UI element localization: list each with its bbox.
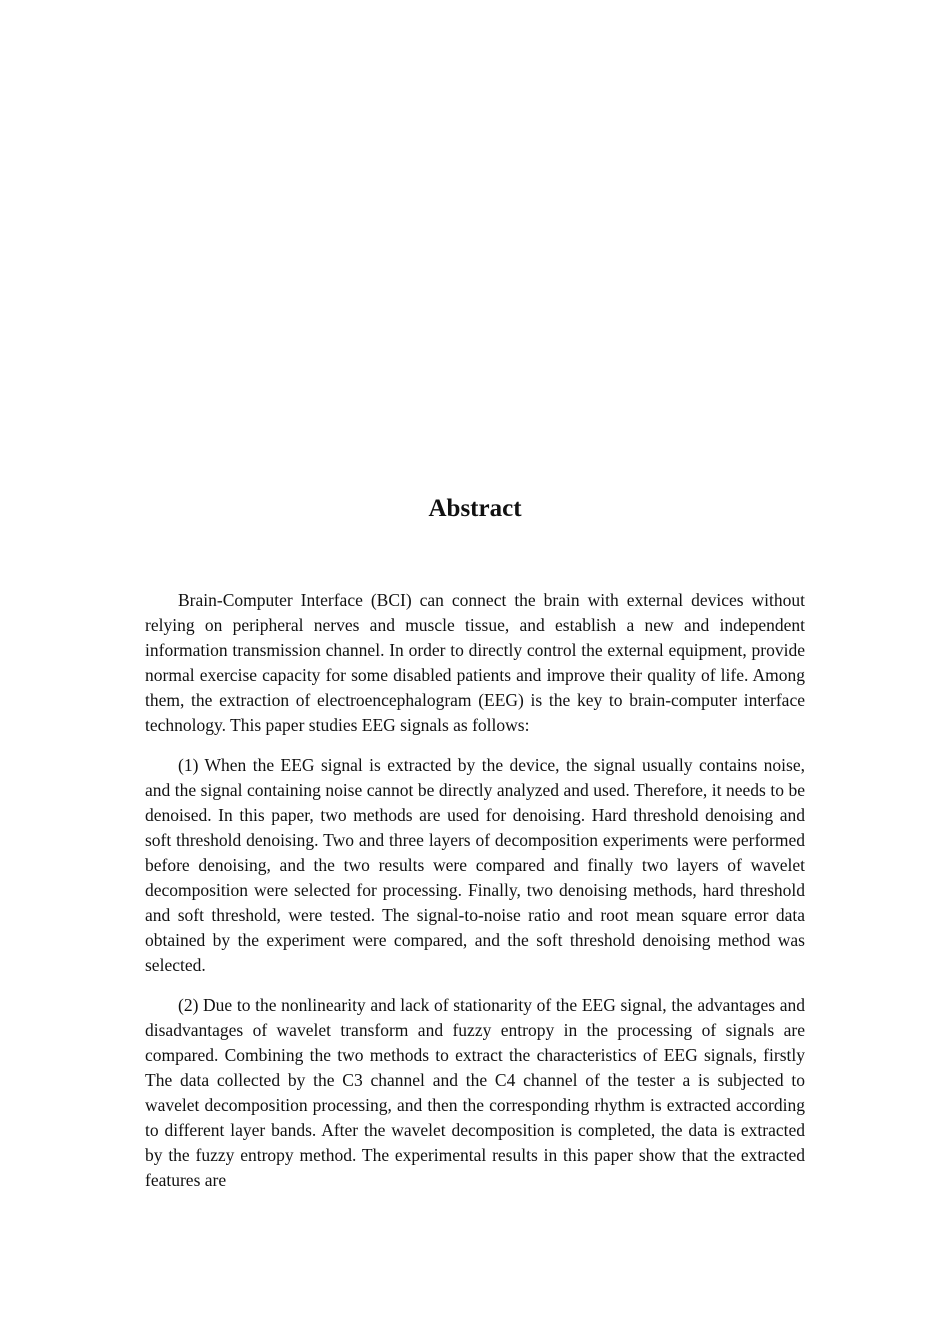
abstract-paragraph-1: Brain-Computer Interface (BCI) can connect the brain with external devices without relying on peripheral nerves and muscle tissue, and establish a new and independent information transmission channel. In order to directly control the external equipment, provide normal exercise capacity for some disabled patients and improve their quality of life. Among them, the extraction of electroencephalogram (EEG) is the key to brain-computer interface technology. This paper studies EEG signals as follows:: [145, 590, 805, 735]
abstract-title: Abstract: [428, 495, 522, 522]
abstract-paragraph-2: (1) When the EEG signal is extracted by the device, the signal usually contains noise, and the signal containing noise cannot be directly analyzed and used. Therefore, it needs to be denoised. In this paper, two methods are used for denoising. Hard threshold denoising and soft threshold denoising. Two and three layers of decomposition experiments were performed before denoising, and the two results were compared and finally two layers of wavelet decomposition were selected for processing. Finally, two denoising methods, hard threshold and soft threshold, were tested. The signal-to-noise ratio and root mean square error data obtained by the experiment were compared, and the soft threshold denoising method was selected.: [145, 755, 805, 975]
abstract-paragraph-3: (2) Due to the nonlinearity and lack of stationarity of the EEG signal, the advantages and disadvantages of wavelet transform and fuzzy entropy in the processing of signals are compared. Combining the two methods to extract the characteristics of EEG signals, firstly The data collected by the C3 channel and the C4 channel of the tester a is subjected to wavelet decomposition processing, and then the corresponding rhythm is extracted according to different layer bands. After the wavelet decomposition is completed, the data is extracted by the fuzzy entropy method. The experimental results in this paper show that the extracted features are: [145, 995, 805, 1190]
abstract-body: [145, 588, 805, 1208]
